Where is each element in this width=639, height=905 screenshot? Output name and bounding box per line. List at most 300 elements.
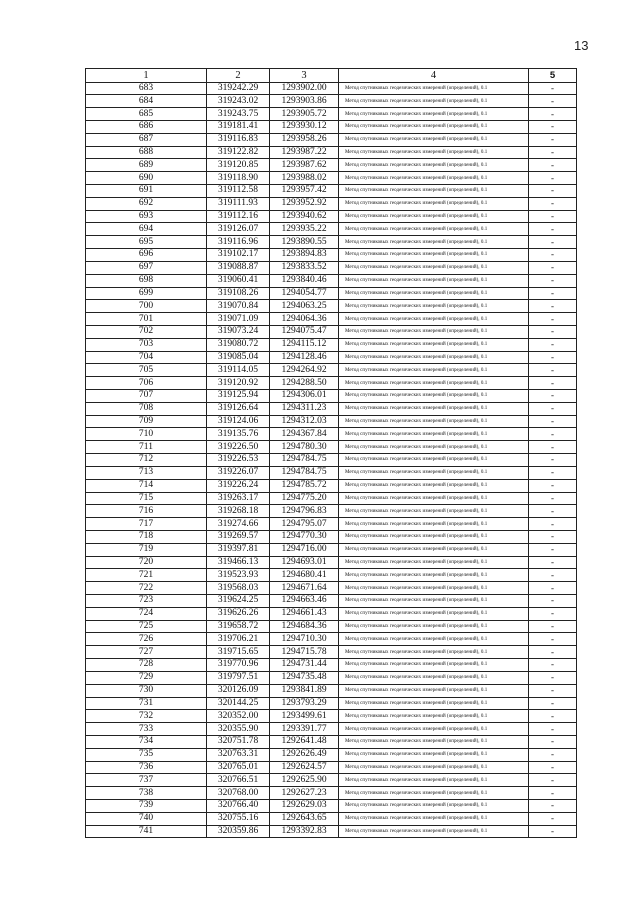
y-coordinate-cell: 1293793.29: [270, 697, 339, 710]
y-coordinate-cell: 1294785.72: [270, 479, 339, 492]
point-number-cell: 694: [86, 223, 207, 236]
column-5-cell: -: [529, 492, 577, 505]
x-coordinate-cell: 319626.26: [207, 607, 270, 620]
point-number-cell: 705: [86, 364, 207, 377]
y-coordinate-cell: 1294780.30: [270, 441, 339, 454]
x-coordinate-cell: 320755.16: [207, 812, 270, 825]
point-number-cell: 719: [86, 543, 207, 556]
column-5-cell: -: [529, 185, 577, 198]
table-row: [86, 569, 577, 582]
table-row: [86, 697, 577, 710]
x-coordinate-cell: 319242.29: [207, 82, 270, 95]
table-row: [86, 607, 577, 620]
point-number-cell: 720: [86, 556, 207, 569]
column-5-cell: -: [529, 223, 577, 236]
point-number-cell: 707: [86, 390, 207, 403]
y-coordinate-cell: 1293958.26: [270, 133, 339, 146]
table-row: [86, 415, 577, 428]
method-cell: Метод спутниковых геодезических измерений (определений), 0.1: [339, 825, 529, 838]
column-5-cell: -: [529, 646, 577, 659]
table-row: [86, 377, 577, 390]
x-coordinate-cell: 319114.05: [207, 364, 270, 377]
point-number-cell: 688: [86, 146, 207, 159]
table-row: [86, 428, 577, 441]
column-5-cell: -: [529, 787, 577, 800]
column-5-cell: -: [529, 108, 577, 121]
x-coordinate-cell: 319397.81: [207, 543, 270, 556]
x-coordinate-cell: 319125.94: [207, 390, 270, 403]
x-coordinate-cell: 319116.96: [207, 236, 270, 249]
method-cell: Метод спутниковых геодезических измерений (определений), 0.1: [339, 582, 529, 595]
point-number-cell: 711: [86, 441, 207, 454]
method-cell: Метод спутниковых геодезических измерений (определений), 0.1: [339, 633, 529, 646]
method-cell: Метод спутниковых геодезических измерений (определений), 0.1: [339, 518, 529, 531]
column-5-cell: -: [529, 287, 577, 300]
method-cell: Метод спутниковых геодезических измерений (определений), 0.1: [339, 735, 529, 748]
column-5-cell: -: [529, 812, 577, 825]
method-cell: Метод спутниковых геодезических измерений (определений), 0.1: [339, 620, 529, 633]
y-coordinate-cell: 1294311.23: [270, 402, 339, 415]
x-coordinate-cell: 320766.51: [207, 774, 270, 787]
table-row: [86, 723, 577, 736]
x-coordinate-cell: 319124.06: [207, 415, 270, 428]
point-number-cell: 686: [86, 120, 207, 133]
column-5-cell: -: [529, 582, 577, 595]
column-5-cell: -: [529, 377, 577, 390]
y-coordinate-cell: 1294075.47: [270, 325, 339, 338]
column-5-cell: -: [529, 659, 577, 672]
y-coordinate-cell: 1293841.89: [270, 684, 339, 697]
table-row: [86, 133, 577, 146]
table-row: [86, 82, 577, 95]
point-number-cell: 714: [86, 479, 207, 492]
y-coordinate-cell: 1294063.25: [270, 300, 339, 313]
table-row: [86, 659, 577, 672]
y-coordinate-cell: 1294796.83: [270, 505, 339, 518]
x-coordinate-cell: 320768.00: [207, 787, 270, 800]
point-number-cell: 689: [86, 159, 207, 172]
y-coordinate-cell: 1294784.75: [270, 454, 339, 467]
x-coordinate-cell: 319088.87: [207, 261, 270, 274]
table-row: [86, 274, 577, 287]
point-number-cell: 740: [86, 812, 207, 825]
method-cell: Метод спутниковых геодезических измерений (определений), 0.1: [339, 556, 529, 569]
x-coordinate-cell: 319523.93: [207, 569, 270, 582]
x-coordinate-cell: 319568.03: [207, 582, 270, 595]
method-cell: Метод спутниковых геодезических измерений (определений), 0.1: [339, 723, 529, 736]
y-coordinate-cell: 1293930.12: [270, 120, 339, 133]
y-coordinate-cell: 1294731.44: [270, 659, 339, 672]
point-number-cell: 684: [86, 95, 207, 108]
x-coordinate-cell: 319122.82: [207, 146, 270, 159]
point-number-cell: 728: [86, 659, 207, 672]
point-number-cell: 697: [86, 261, 207, 274]
column-5-cell: -: [529, 120, 577, 133]
y-coordinate-cell: 1292629.03: [270, 800, 339, 813]
y-coordinate-cell: 1293499.61: [270, 710, 339, 723]
table-row: [86, 646, 577, 659]
y-coordinate-cell: 1294288.50: [270, 377, 339, 390]
table-row: [86, 556, 577, 569]
x-coordinate-cell: 319243.75: [207, 108, 270, 121]
column-5-cell: -: [529, 261, 577, 274]
method-cell: Метод спутниковых геодезических измерений (определений), 0.1: [339, 787, 529, 800]
method-cell: Метод спутниковых геодезических измерений (определений), 0.1: [339, 338, 529, 351]
point-number-cell: 695: [86, 236, 207, 249]
method-cell: Метод спутниковых геодезических измерений (определений), 0.1: [339, 351, 529, 364]
point-number-cell: 725: [86, 620, 207, 633]
point-number-cell: 708: [86, 402, 207, 415]
y-coordinate-cell: 1294795.07: [270, 518, 339, 531]
column-5-cell: -: [529, 607, 577, 620]
method-cell: Метод спутниковых геодезических измерений (определений), 0.1: [339, 748, 529, 761]
table-row: [86, 364, 577, 377]
y-coordinate-cell: 1294312.03: [270, 415, 339, 428]
column-5-cell: -: [529, 249, 577, 262]
table-row: [86, 287, 577, 300]
y-coordinate-cell: 1293894.83: [270, 249, 339, 262]
column-5-cell: -: [529, 172, 577, 185]
table-row: [86, 120, 577, 133]
point-number-cell: 713: [86, 466, 207, 479]
x-coordinate-cell: 319715.65: [207, 646, 270, 659]
table-row: [86, 300, 577, 313]
table-row: [86, 620, 577, 633]
point-number-cell: 721: [86, 569, 207, 582]
point-number-cell: 739: [86, 800, 207, 813]
method-cell: Метод спутниковых геодезических измерений (определений), 0.1: [339, 377, 529, 390]
table-row: [86, 774, 577, 787]
method-cell: Метод спутниковых геодезических измерений (определений), 0.1: [339, 684, 529, 697]
point-number-cell: 729: [86, 671, 207, 684]
x-coordinate-cell: 319116.83: [207, 133, 270, 146]
point-number-cell: 703: [86, 338, 207, 351]
x-coordinate-cell: 319226.07: [207, 466, 270, 479]
x-coordinate-cell: 319080.72: [207, 338, 270, 351]
table-row: [86, 633, 577, 646]
column-5-cell: -: [529, 428, 577, 441]
point-number-cell: 704: [86, 351, 207, 364]
point-number-cell: 716: [86, 505, 207, 518]
column-header-4: 4: [339, 69, 529, 83]
y-coordinate-cell: 1292625.90: [270, 774, 339, 787]
method-cell: Метод спутниковых геодезических измерений (определений), 0.1: [339, 159, 529, 172]
column-5-cell: -: [529, 364, 577, 377]
x-coordinate-cell: 319268.18: [207, 505, 270, 518]
table-row: [86, 479, 577, 492]
y-coordinate-cell: 1293391.77: [270, 723, 339, 736]
x-coordinate-cell: 319274.66: [207, 518, 270, 531]
y-coordinate-cell: 1294064.36: [270, 313, 339, 326]
point-number-cell: 709: [86, 415, 207, 428]
column-5-cell: -: [529, 543, 577, 556]
method-cell: Метод спутниковых геодезических измерений (определений), 0.1: [339, 466, 529, 479]
y-coordinate-cell: 1294306.01: [270, 390, 339, 403]
point-number-cell: 698: [86, 274, 207, 287]
column-5-cell: -: [529, 518, 577, 531]
y-coordinate-cell: 1293833.52: [270, 261, 339, 274]
column-5-cell: -: [529, 390, 577, 403]
y-coordinate-cell: 1294715.78: [270, 646, 339, 659]
method-cell: Метод спутниковых геодезических измерений (определений), 0.1: [339, 697, 529, 710]
table-row: [86, 492, 577, 505]
column-5-cell: -: [529, 748, 577, 761]
y-coordinate-cell: 1292641.48: [270, 735, 339, 748]
column-5-cell: -: [529, 274, 577, 287]
column-5-cell: -: [529, 761, 577, 774]
x-coordinate-cell: 319269.57: [207, 530, 270, 543]
method-cell: Метод спутниковых геодезических измерений (определений), 0.1: [339, 287, 529, 300]
x-coordinate-cell: 319085.04: [207, 351, 270, 364]
method-cell: Метод спутниковых геодезических измерений (определений), 0.1: [339, 800, 529, 813]
point-number-cell: 701: [86, 313, 207, 326]
x-coordinate-cell: 320766.40: [207, 800, 270, 813]
column-header-5: 5: [529, 69, 577, 83]
table-row: [86, 95, 577, 108]
y-coordinate-cell: 1293840.46: [270, 274, 339, 287]
method-cell: Метод спутниковых геодезических измерений (определений), 0.1: [339, 428, 529, 441]
column-5-cell: -: [529, 723, 577, 736]
y-coordinate-cell: 1294054.77: [270, 287, 339, 300]
table-row: [86, 787, 577, 800]
column-5-cell: -: [529, 146, 577, 159]
column-5-cell: -: [529, 95, 577, 108]
table-row: [86, 390, 577, 403]
x-coordinate-cell: 319466.13: [207, 556, 270, 569]
method-cell: Метод спутниковых геодезических измерений (определений), 0.1: [339, 505, 529, 518]
y-coordinate-cell: 1294716.00: [270, 543, 339, 556]
method-cell: Метод спутниковых геодезических измерений (определений), 0.1: [339, 402, 529, 415]
y-coordinate-cell: 1294264.92: [270, 364, 339, 377]
point-number-cell: 717: [86, 518, 207, 531]
table-header-row: [86, 69, 577, 83]
method-cell: Метод спутниковых геодезических измерений (определений), 0.1: [339, 108, 529, 121]
column-5-cell: -: [529, 454, 577, 467]
point-number-cell: 687: [86, 133, 207, 146]
point-number-cell: 730: [86, 684, 207, 697]
x-coordinate-cell: 319226.24: [207, 479, 270, 492]
table-row: [86, 543, 577, 556]
y-coordinate-cell: 1293952.92: [270, 197, 339, 210]
x-coordinate-cell: 319071.09: [207, 313, 270, 326]
method-cell: Метод спутниковых геодезических измерений (определений), 0.1: [339, 364, 529, 377]
column-5-cell: -: [529, 633, 577, 646]
y-coordinate-cell: 1294661.43: [270, 607, 339, 620]
y-coordinate-cell: 1294693.01: [270, 556, 339, 569]
column-5-cell: -: [529, 620, 577, 633]
table-row: [86, 108, 577, 121]
method-cell: Метод спутниковых геодезических измерений (определений), 0.1: [339, 454, 529, 467]
x-coordinate-cell: 319181.41: [207, 120, 270, 133]
y-coordinate-cell: 1294128.46: [270, 351, 339, 364]
y-coordinate-cell: 1293957.42: [270, 185, 339, 198]
x-coordinate-cell: 319111.93: [207, 197, 270, 210]
column-5-cell: -: [529, 197, 577, 210]
method-cell: Метод спутниковых геодезических измерений (определений), 0.1: [339, 210, 529, 223]
y-coordinate-cell: 1294367.84: [270, 428, 339, 441]
x-coordinate-cell: 319108.26: [207, 287, 270, 300]
method-cell: Метод спутниковых геодезических измерений (определений), 0.1: [339, 774, 529, 787]
column-5-cell: -: [529, 82, 577, 95]
table-row: [86, 261, 577, 274]
method-cell: Метод спутниковых геодезических измерений (определений), 0.1: [339, 710, 529, 723]
x-coordinate-cell: 319126.64: [207, 402, 270, 415]
method-cell: Метод спутниковых геодезических измерений (определений), 0.1: [339, 530, 529, 543]
x-coordinate-cell: 319112.58: [207, 185, 270, 198]
column-5-cell: -: [529, 479, 577, 492]
point-number-cell: 691: [86, 185, 207, 198]
x-coordinate-cell: 320763.31: [207, 748, 270, 761]
point-number-cell: 712: [86, 454, 207, 467]
point-number-cell: 700: [86, 300, 207, 313]
column-5-cell: -: [529, 684, 577, 697]
y-coordinate-cell: 1292627.23: [270, 787, 339, 800]
point-number-cell: 731: [86, 697, 207, 710]
column-5-cell: -: [529, 351, 577, 364]
table-row: [86, 518, 577, 531]
point-number-cell: 706: [86, 377, 207, 390]
y-coordinate-cell: 1294671.64: [270, 582, 339, 595]
column-5-cell: -: [529, 556, 577, 569]
point-number-cell: 683: [86, 82, 207, 95]
method-cell: Метод спутниковых геодезических измерений (определений), 0.1: [339, 172, 529, 185]
method-cell: Метод спутниковых геодезических измерений (определений), 0.1: [339, 607, 529, 620]
method-cell: Метод спутниковых геодезических измерений (определений), 0.1: [339, 812, 529, 825]
x-coordinate-cell: 320352.00: [207, 710, 270, 723]
method-cell: Метод спутниковых геодезических измерений (определений), 0.1: [339, 761, 529, 774]
table-row: [86, 338, 577, 351]
method-cell: Метод спутниковых геодезических измерений (определений), 0.1: [339, 479, 529, 492]
column-5-cell: -: [529, 300, 577, 313]
point-number-cell: 737: [86, 774, 207, 787]
x-coordinate-cell: 319706.21: [207, 633, 270, 646]
y-coordinate-cell: 1294115.12: [270, 338, 339, 351]
point-number-cell: 696: [86, 249, 207, 262]
point-number-cell: 710: [86, 428, 207, 441]
y-coordinate-cell: 1294775.20: [270, 492, 339, 505]
method-cell: Метод спутниковых геодезических измерений (определений), 0.1: [339, 300, 529, 313]
column-5-cell: -: [529, 441, 577, 454]
table-row: [86, 313, 577, 326]
column-5-cell: -: [529, 800, 577, 813]
x-coordinate-cell: 319797.51: [207, 671, 270, 684]
column-5-cell: -: [529, 671, 577, 684]
point-number-cell: 693: [86, 210, 207, 223]
x-coordinate-cell: 319118.90: [207, 172, 270, 185]
x-coordinate-cell: 320751.78: [207, 735, 270, 748]
method-cell: Метод спутниковых геодезических измерений (определений), 0.1: [339, 441, 529, 454]
y-coordinate-cell: 1293987.22: [270, 146, 339, 159]
y-coordinate-cell: 1292624.57: [270, 761, 339, 774]
table-row: [86, 582, 577, 595]
y-coordinate-cell: 1293987.62: [270, 159, 339, 172]
point-number-cell: 726: [86, 633, 207, 646]
y-coordinate-cell: 1294680.41: [270, 569, 339, 582]
table-row: [86, 748, 577, 761]
x-coordinate-cell: 319658.72: [207, 620, 270, 633]
x-coordinate-cell: 319135.76: [207, 428, 270, 441]
table-row: [86, 146, 577, 159]
y-coordinate-cell: 1292643.65: [270, 812, 339, 825]
method-cell: Метод спутниковых геодезических измерений (определений), 0.1: [339, 390, 529, 403]
point-number-cell: 724: [86, 607, 207, 620]
y-coordinate-cell: 1294663.46: [270, 595, 339, 608]
x-coordinate-cell: 320144.25: [207, 697, 270, 710]
column-5-cell: -: [529, 325, 577, 338]
table-row: [86, 800, 577, 813]
method-cell: Метод спутниковых геодезических измерений (определений), 0.1: [339, 313, 529, 326]
method-cell: Метод спутниковых геодезических измерений (определений), 0.1: [339, 133, 529, 146]
point-number-cell: 735: [86, 748, 207, 761]
point-number-cell: 699: [86, 287, 207, 300]
y-coordinate-cell: 1293902.00: [270, 82, 339, 95]
y-coordinate-cell: 1292626.49: [270, 748, 339, 761]
point-number-cell: 718: [86, 530, 207, 543]
point-number-cell: 722: [86, 582, 207, 595]
x-coordinate-cell: 319243.02: [207, 95, 270, 108]
table-row: [86, 223, 577, 236]
method-cell: Метод спутниковых геодезических измерений (определений), 0.1: [339, 569, 529, 582]
column-5-cell: -: [529, 159, 577, 172]
page-number: 13: [574, 38, 589, 53]
x-coordinate-cell: 319624.25: [207, 595, 270, 608]
column-5-cell: -: [529, 774, 577, 787]
table-row: [86, 159, 577, 172]
x-coordinate-cell: 319120.85: [207, 159, 270, 172]
table-row: [86, 825, 577, 838]
x-coordinate-cell: 320765.01: [207, 761, 270, 774]
x-coordinate-cell: 319263.17: [207, 492, 270, 505]
table-row: [86, 761, 577, 774]
x-coordinate-cell: 320126.09: [207, 684, 270, 697]
point-number-cell: 685: [86, 108, 207, 121]
point-number-cell: 733: [86, 723, 207, 736]
method-cell: Метод спутниковых геодезических измерений (определений), 0.1: [339, 120, 529, 133]
point-number-cell: 741: [86, 825, 207, 838]
column-header-2: 2: [207, 69, 270, 83]
method-cell: Метод спутниковых геодезических измерений (определений), 0.1: [339, 261, 529, 274]
table-row: [86, 505, 577, 518]
x-coordinate-cell: 319226.53: [207, 454, 270, 467]
method-cell: Метод спутниковых геодезических измерений (определений), 0.1: [339, 249, 529, 262]
table-row: [86, 441, 577, 454]
table-row: [86, 595, 577, 608]
method-cell: Метод спутниковых геодезических измерений (определений), 0.1: [339, 671, 529, 684]
table-row: [86, 210, 577, 223]
point-number-cell: 738: [86, 787, 207, 800]
coordinates-table: [85, 68, 577, 838]
table-row: [86, 172, 577, 185]
table-row: [86, 454, 577, 467]
table-row: [86, 466, 577, 479]
table-row: [86, 325, 577, 338]
column-5-cell: -: [529, 505, 577, 518]
point-number-cell: 732: [86, 710, 207, 723]
table-row: [86, 684, 577, 697]
y-coordinate-cell: 1294770.30: [270, 530, 339, 543]
point-number-cell: 692: [86, 197, 207, 210]
point-number-cell: 727: [86, 646, 207, 659]
method-cell: Метод спутниковых геодезических измерений (определений), 0.1: [339, 415, 529, 428]
table-row: [86, 530, 577, 543]
x-coordinate-cell: 319120.92: [207, 377, 270, 390]
column-5-cell: -: [529, 210, 577, 223]
column-5-cell: -: [529, 313, 577, 326]
x-coordinate-cell: 319126.07: [207, 223, 270, 236]
x-coordinate-cell: 320355.90: [207, 723, 270, 736]
method-cell: Метод спутниковых геодезических измерений (определений), 0.1: [339, 95, 529, 108]
y-coordinate-cell: 1294784.75: [270, 466, 339, 479]
